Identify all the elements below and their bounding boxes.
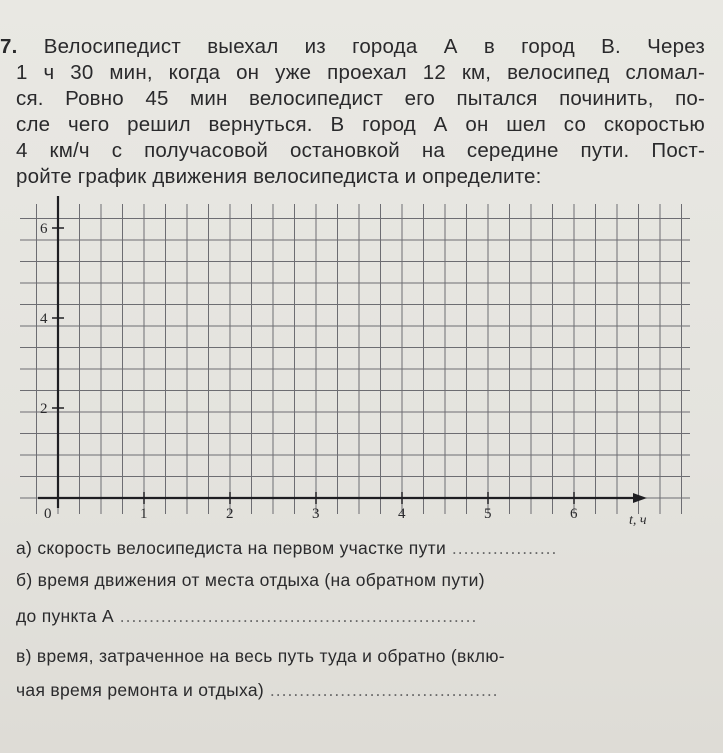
- problem-line-6: ройте график движения велосипедиста и определите:: [16, 165, 542, 188]
- question-c-line-1: в) время, затраченное на весь путь туда и обратно (вклю-: [16, 646, 505, 666]
- problem-line-5: 4 км/ч с получасовой остановкой на середине пути. Пост-: [16, 139, 705, 162]
- x-tick-label: 0: [44, 506, 52, 522]
- y-tick-label: 6: [40, 221, 48, 237]
- graph-area: [0, 196, 700, 541]
- answer-blank-c[interactable]: .......................................: [264, 680, 499, 700]
- problem-line-2: 1 ч 30 мин, когда он уже проехал 12 км, велосипед сломал-: [16, 61, 705, 84]
- distance-time-chart: [0, 196, 700, 536]
- question-c-line-2: чая время ремонта и отдыха) .......................................: [16, 680, 499, 700]
- question-b-line-1: б) время движения от места отдыха (на обратном пути): [16, 570, 485, 590]
- x-tick-label: 3: [312, 506, 320, 522]
- problem-line-4: сле чего решил вернуться. В город А он шел со скоростью: [16, 113, 705, 136]
- y-tick-label: 2: [40, 401, 48, 417]
- problem-statement: [0, 34, 705, 190]
- answer-blank-b[interactable]: .............................................................: [113, 606, 478, 626]
- problem-line-1: 7. Велосипедист выехал из города А в город В. Через: [0, 35, 705, 58]
- problem-line-3: ся. Ровно 45 мин велосипедист его пытался починить, по-: [16, 87, 705, 110]
- x-tick-label: 5: [484, 506, 492, 522]
- answer-blank-a[interactable]: ..................: [446, 538, 558, 558]
- x-tick-label: 4: [398, 506, 406, 522]
- x-axis-arrow: [633, 493, 647, 503]
- x-tick-label: 2: [226, 506, 234, 522]
- x-axis-label: t, ч: [629, 513, 647, 528]
- question-b-line-2: до пункта А .............................................................: [16, 606, 478, 626]
- x-tick-label: 6: [570, 506, 578, 522]
- question-a: а) скорость велосипедиста на первом участке пути ..................: [16, 538, 558, 558]
- problem-number: 7.: [0, 35, 18, 58]
- y-tick-label: 4: [40, 311, 48, 327]
- x-tick-label: 1: [140, 506, 148, 522]
